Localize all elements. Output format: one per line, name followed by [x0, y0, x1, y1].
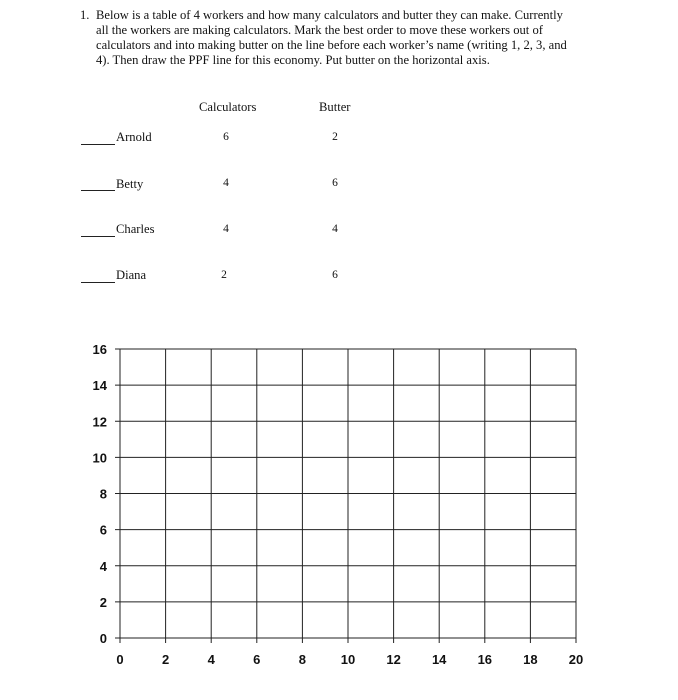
y-tick-label: 2	[99, 594, 107, 610]
x-tick-label: 20	[568, 652, 584, 667]
worker-name: Diana	[116, 268, 147, 282]
x-tick-label: 10	[340, 652, 356, 667]
x-tick-label: 0	[116, 652, 124, 667]
x-tick-label: 18	[523, 652, 538, 667]
calculators-value: 6	[223, 131, 229, 143]
y-axis-ticks	[93, 342, 108, 646]
butter-value: 6	[332, 269, 338, 281]
grid	[115, 349, 576, 643]
calculators-value: 4	[223, 223, 229, 235]
y-tick-label: 8	[99, 486, 107, 502]
y-tick-label: 14	[92, 378, 107, 394]
butter-value: 4	[332, 223, 338, 235]
y-tick-label: 12	[92, 414, 107, 430]
y-tick-label: 4	[99, 558, 107, 574]
x-tick-label: 12	[386, 652, 401, 667]
y-tick-label: 10	[92, 450, 107, 466]
x-tick-label: 8	[298, 652, 307, 667]
y-tick-label: 0	[99, 631, 107, 646]
x-tick-label: 6	[253, 652, 261, 667]
worker-name: Arnold	[116, 130, 152, 144]
worker-name: Betty	[116, 177, 144, 191]
butter-value: 2	[332, 131, 338, 143]
question-line-1: Below is a table of 4 workers and how many calculators and butter they can make. Currently	[96, 8, 563, 22]
header-calculators: Calculators	[199, 100, 257, 114]
x-tick-label: 4	[207, 652, 215, 667]
x-tick-label: 14	[431, 652, 447, 667]
question-line-4: 4). Then draw the PPF line for this economy. Put butter on the horizontal axis.	[96, 53, 490, 67]
calculators-value: 2	[221, 269, 227, 281]
butter-value: 6	[332, 177, 338, 189]
question-line-3: calculators and into making butter on the line before each worker’s name (writing 1, 2, 3, and	[96, 38, 567, 52]
worker-name: Charles	[116, 222, 155, 236]
x-axis-ticks	[116, 652, 583, 667]
x-tick-label: 16	[477, 652, 493, 667]
header-butter: Butter	[319, 100, 351, 114]
question-number: 1.	[80, 8, 90, 22]
question-line-2: all the workers are making calculators. Mark the best order to move these workers out of	[96, 23, 543, 37]
calculators-value: 4	[223, 177, 229, 189]
y-tick-label: 16	[92, 342, 107, 357]
y-tick-label: 6	[99, 522, 107, 538]
x-tick-label: 2	[161, 652, 170, 667]
